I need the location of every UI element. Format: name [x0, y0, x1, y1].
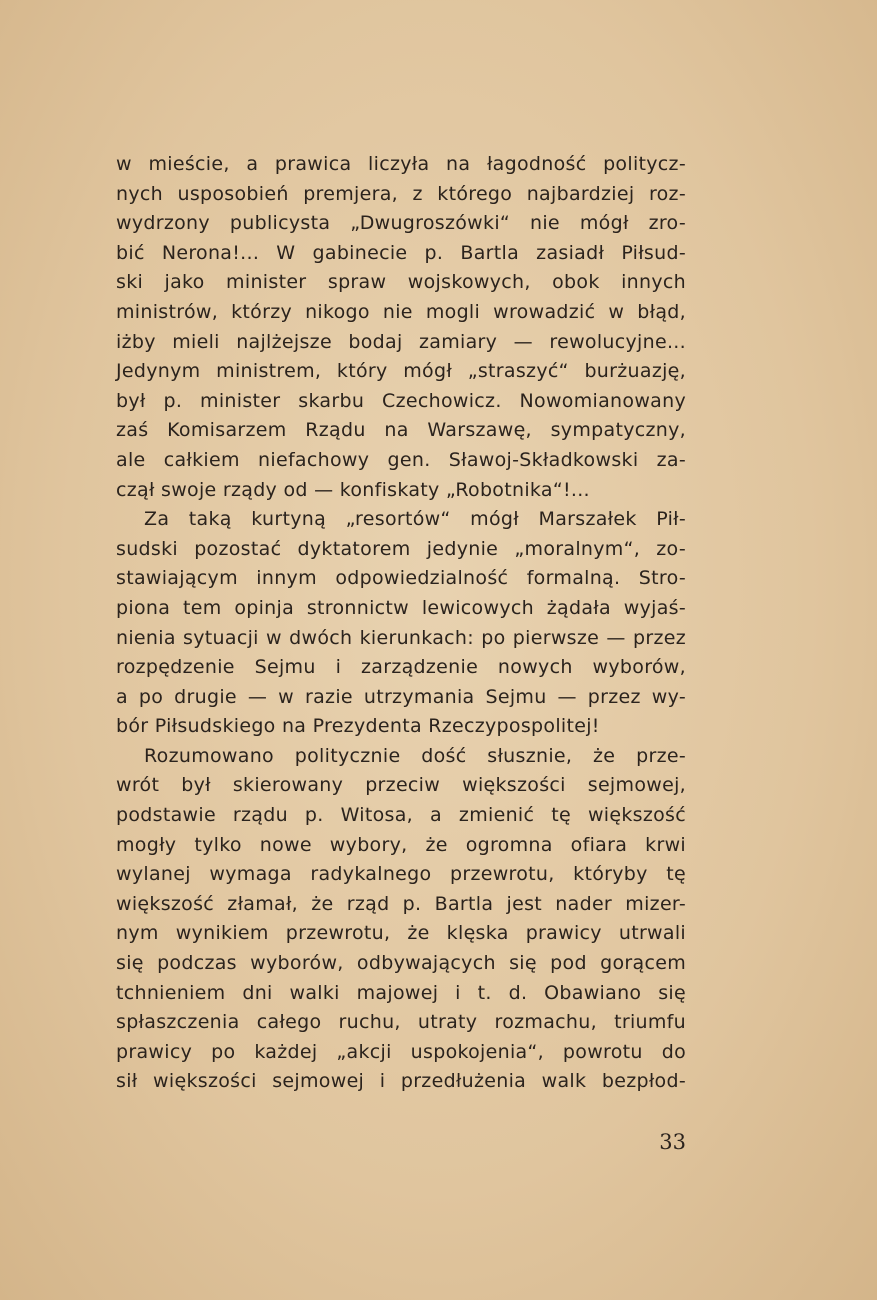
body-text: [116, 150, 686, 1097]
text-line: większość złamał, że rząd p. Bartla jest nader mizer-: [116, 892, 686, 915]
text-line: nienia sytuacji w dwóch kierunkach: po pierwsze — przez: [116, 626, 686, 649]
text-line: a po drugie — w razie utrzymania Sejmu — przez wy-: [116, 685, 686, 708]
text-line: tchnieniem dni walki majowej i t. d. Obawiano się: [116, 981, 686, 1004]
text-line: iżby mieli najlżejsze bodaj zamiary — rewolucyjne...: [116, 330, 686, 353]
text-line: rozpędzenie Sejmu i zarządzenie nowych wyborów,: [116, 656, 686, 679]
text-line: ale całkiem niefachowy gen. Sławoj-Składkowski za-: [116, 448, 686, 471]
text-line: bić Nerona!... W gabinecie p. Bartla zasiadł Piłsud-: [116, 241, 686, 264]
text-line: wrót był skierowany przeciw większości sejmowej,: [116, 774, 686, 797]
text-line: w mieście, a prawica liczyła na łagodność politycz-: [116, 153, 686, 175]
text-line: prawicy po każdej „akcji uspokojenia“, powrotu do: [116, 1040, 686, 1063]
text-line: Rozumowano politycznie dość słusznie, że prze-: [144, 744, 686, 767]
text-line: stawiającym innym odpowiedzialność formalną. Stro-: [116, 567, 686, 590]
text-line: nym wynikiem przewrotu, że klęska prawicy utrwali: [116, 922, 686, 945]
text-line: się podczas wyborów, odbywających się pod gorącem: [116, 952, 686, 975]
text-line: był p. minister skarbu Czechowicz. Nowomianowany: [116, 389, 686, 412]
text-line: zaś Komisarzem Rządu na Warszawę, sympatyczny,: [116, 419, 686, 442]
text-line: nych usposobień premjera, z którego najbardziej roz-: [116, 182, 686, 205]
text-line: Za taką kurtyną „resortów“ mógł Marszałek Pił-: [144, 508, 686, 531]
text-line: spłaszczenia całego ruchu, utraty rozmachu, triumfu: [116, 1011, 686, 1034]
page-number: 33: [659, 1130, 686, 1154]
text-line: bór Piłsudskiego na Prezydenta Rzeczypospolitej!: [116, 715, 600, 738]
text-line: ski jako minister spraw wojskowych, obok innych: [116, 271, 686, 294]
text-line: wylanej wymaga radykalnego przewrotu, któryby tę: [116, 863, 686, 886]
text-line: podstawie rządu p. Witosa, a zmienić tę większość: [116, 804, 686, 827]
text-line: Jedynym ministrem, który mógł „straszyć“ burżuazję,: [116, 360, 686, 383]
text-line: czął swoje rządy od — konfiskaty „Robotnika“!...: [116, 478, 590, 501]
text-line: sudski pozostać dyktatorem jedynie „moralnym“, zo-: [116, 537, 686, 560]
text-line: wydrzony publicysta „Dwugroszówki“ nie mógł zro-: [116, 212, 686, 235]
text-line: piona tem opinja stronnictw lewicowych żądała wyjaś-: [116, 596, 686, 619]
text-line: sił większości sejmowej i przedłużenia walk bezpłod-: [116, 1070, 686, 1093]
text-line: mogły tylko nowe wybory, że ogromna ofiara krwi: [116, 833, 686, 856]
text-line: ministrów, którzy nikogo nie mogli wrowadzić w błąd,: [116, 300, 686, 323]
